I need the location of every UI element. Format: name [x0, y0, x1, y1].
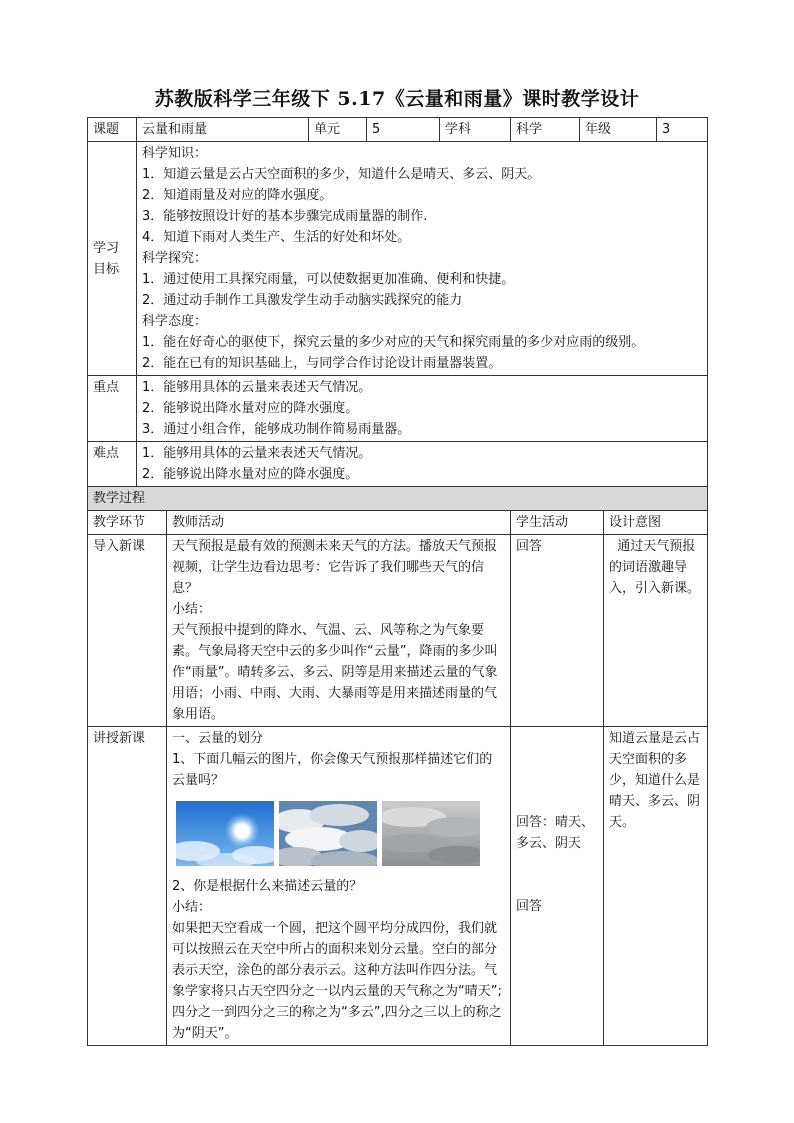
- student-answer: 回答: [516, 899, 543, 914]
- teacher-text: 1、下面几幅云的图片，你会像天气预报那样描述它们的云量吗？: [172, 752, 493, 788]
- objective-line: 2．能在已有的知识基础上，与同学合作讨论设计雨量器装置。: [142, 356, 502, 371]
- overcast-sky-image: [382, 801, 480, 866]
- teacher-text: 小结：: [172, 602, 212, 617]
- difficulty-line: 1．能够用具体的云量来表述天气情况。: [142, 446, 372, 461]
- process-section-row: [88, 487, 708, 511]
- subject-value: 科学: [511, 118, 580, 142]
- process-header-row: [88, 511, 708, 535]
- student-activity-cell: 回答: [511, 535, 604, 727]
- cloudy-sky-image: [279, 801, 377, 866]
- lesson-plan-table: [87, 117, 708, 1046]
- difficulties-content: [137, 442, 708, 487]
- objective-line: 1．知道云量是云占天空面积的多少，知道什么是晴天、多云、阴天。: [142, 167, 541, 182]
- key-point-line: 3．通过小组合作，能够成功制作简易雨量器。: [142, 422, 411, 437]
- key-point-line: 1．能够用具体的云量来表述天气情况。: [142, 380, 372, 395]
- course-label: 课题: [88, 118, 137, 142]
- process-row-intro: [88, 535, 708, 727]
- subject-label: 学科: [440, 118, 511, 142]
- objective-line: 3．能够按照设计好的基本步骤完成雨量器的制作.: [142, 209, 428, 224]
- teacher-activity-cell: [167, 535, 511, 727]
- objective-line: 2．通过动手制作工具激发学生动手动脑实践探究的能力: [142, 293, 463, 308]
- difficulties-row: [88, 442, 708, 487]
- process-row-new-lesson: [88, 727, 708, 1046]
- teacher-text: 天气预报中提到的降水、气温、云、风等称之为气象要素。气象局将天空中云的多少叫作“云量”，降雨的多少叫作“雨量”。晴转多云、多云、阴等是用来描述云量的气象用语；小雨、中雨、大雨、大暴雨等是用来描述雨量的气象用语。: [172, 623, 498, 722]
- teacher-text: 如果把天空看成一个圆，把这个圆平均分成四份，我们就可以按照云在天空中所占的面积来划分云量。空白的部分表示天空，涂色的部分表示云。这种方法叫作四分法。气象学家将只占天空四分之一以内云量的天气称之为“晴天”;四分之一到四分之三的称之为“多云”,四分之三以上的称之为“阴天”。: [172, 921, 502, 1041]
- teacher-activity-cell: [167, 727, 511, 1046]
- cloud-images: [176, 801, 505, 866]
- student-answer: 回答：晴天、多云、阴天: [516, 815, 595, 851]
- design-intent-cell: 通过天气预报的词语激趣导入，引入新课。: [604, 535, 708, 727]
- student-activity-cell: [511, 727, 604, 1046]
- objectives-content: [137, 142, 708, 376]
- teacher-text: 一、云量的划分: [172, 731, 264, 746]
- stage-cell: 讲授新课: [88, 727, 167, 1046]
- page-title: 苏教版科学三年级下 5.17《云量和雨量》课时教学设计: [154, 88, 640, 110]
- col-student-header: 学生活动: [511, 511, 604, 535]
- grade-label: 年级: [580, 118, 657, 142]
- process-section-label: 教学过程: [88, 487, 708, 511]
- sunny-sky-image: [176, 801, 274, 866]
- objectives-row: [88, 142, 708, 376]
- col-intent-header: 设计意图: [604, 511, 708, 535]
- difficulties-label: 难点: [88, 442, 137, 487]
- unit-label: 单元: [309, 118, 367, 142]
- objective-line: 科学探究：: [142, 251, 208, 266]
- difficulty-line: 2．能够说出降水量对应的降水强度。: [142, 467, 359, 482]
- objective-line: 科学态度：: [142, 314, 208, 329]
- objective-line: 科学知识：: [142, 146, 208, 161]
- header-row: [88, 118, 708, 142]
- objective-line: 2．知道雨量及对应的降水强度。: [142, 188, 333, 203]
- grade-value: 3: [657, 118, 708, 142]
- key-points-label: 重点: [88, 376, 137, 442]
- objective-line: 1．能在好奇心的驱使下，探究云量的多少对应的天气和探究雨量的多少对应雨的级别。: [142, 335, 645, 350]
- col-teacher-header: 教师活动: [167, 511, 511, 535]
- teacher-text: 小结：: [172, 900, 212, 915]
- objective-line: 4．知道下雨对人类生产、生活的好处和坏处。: [142, 230, 411, 245]
- stage-cell: 导入新课: [88, 535, 167, 727]
- unit-value: 5: [367, 118, 440, 142]
- key-points-row: [88, 376, 708, 442]
- key-points-content: [137, 376, 708, 442]
- col-stage-header: 教学环节: [88, 511, 167, 535]
- objectives-label: 学习目标: [88, 142, 137, 376]
- objective-line: 1．通过使用工具探究雨量，可以使数据更加准确、便利和快捷。: [142, 272, 515, 287]
- teacher-text: 2、你是根据什么来描述云量的？: [172, 879, 363, 894]
- course-value: 云量和雨量: [137, 118, 309, 142]
- key-point-line: 2．能够说出降水量对应的降水强度。: [142, 401, 359, 416]
- teacher-text: 天气预报是最有效的预测未来天气的方法。播放天气预报视频，让学生边看边思考：它告诉了我们哪些天气的信息？: [172, 539, 498, 596]
- design-intent-cell: 知道云量是云占天空面积的多少，知道什么是晴天、多云、阴天。: [604, 727, 708, 1046]
